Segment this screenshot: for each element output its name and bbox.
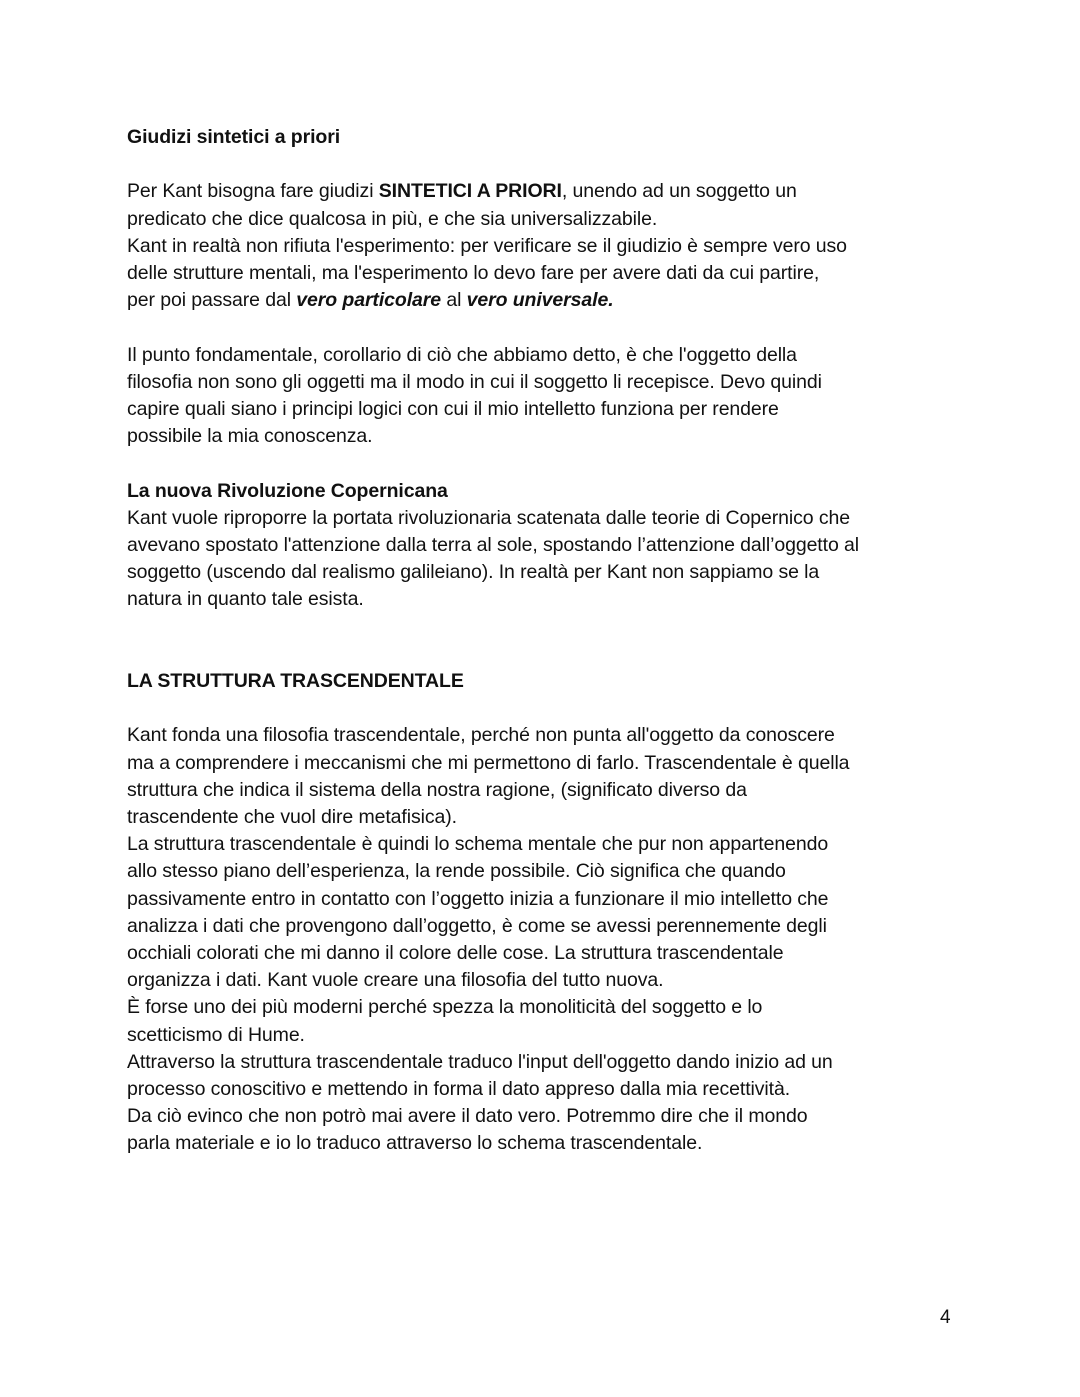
paragraph-punto-fondamentale — [127, 342, 957, 451]
text-line: Kant vuole riproporre la portata rivoluzionaria scatenata dalle teorie di Copernico che — [127, 506, 850, 529]
text-line: predicato che dice qualcosa in più, e che sia universalizzabile. — [127, 207, 658, 230]
text-line: avevano spostato l'attenzione dalla terra al sole, spostando l’attenzione dall’oggetto al — [127, 534, 859, 556]
text-line: struttura che indica il sistema della nostra ragione, (significato diverso da — [127, 778, 747, 801]
text-line: processo conoscitivo e mettendo in forma il dato appreso dalla mia recettività. — [127, 1078, 791, 1101]
bold-italic-term: vero universale. — [466, 289, 614, 312]
text-line: soggetto (uscendo dal realismo galileiano). In realtà per Kant non sappiamo se la — [127, 561, 820, 584]
text-line: occhiali colorati che mi danno il colore delle cose. La struttura trascendentale — [127, 942, 784, 965]
paragraph-struttura — [127, 722, 957, 1157]
paragraph-rivoluzione — [127, 505, 957, 614]
text-line: ma a comprendere i meccanismi che mi permettono di farlo. Trascendentale è quella — [127, 751, 850, 774]
text-line: Da ciò evinco che non potrò mai avere il dato vero. Potremmo dire che il mondo — [127, 1105, 808, 1128]
section-heading-rivoluzione: La nuova Rivoluzione Copernicana — [127, 479, 448, 502]
text-line: organizza i dati. Kant vuole creare una filosofia del tutto nuova. — [127, 969, 664, 992]
page-number: 4 — [940, 1307, 951, 1328]
text-line: allo stesso piano dell’esperienza, la rende possibile. Ciò significa che quando — [127, 860, 786, 883]
text-line: trascendente che vuol dire metafisica). — [127, 806, 457, 828]
text-line: Kant fonda una filosofia trascendentale, perché non punta all'oggetto da conoscere — [127, 724, 835, 747]
section-heading-giudizi: Giudizi sintetici a priori — [127, 126, 341, 148]
bold-term: SINTETICI A PRIORI — [378, 180, 562, 203]
paragraph-sintetici — [127, 178, 957, 314]
text-line: È forse uno dei più moderni perché spezza la monoliticità del soggetto e lo — [127, 996, 763, 1019]
text-line: scetticismo di Hume. — [127, 1023, 305, 1046]
text-line: La struttura trascendentale è quindi lo schema mentale che pur non appartenendo — [127, 833, 829, 856]
text-line: passivamente entro in contatto con l’oggetto inizia a funzionare il mio intelletto che — [127, 887, 829, 910]
text-line: per poi passare dal vero particolare al vero universale. — [127, 289, 614, 312]
text-line: Per Kant bisogna fare giudizi SINTETICI A PRIORI, unendo ad un soggetto un — [127, 180, 797, 203]
text-line: analizza i dati che provengono dall’oggetto, è come se avessi perennemente degli — [127, 914, 827, 937]
text-line: natura in quanto tale esista. — [127, 588, 364, 611]
bold-italic-term: vero particolare — [296, 289, 441, 312]
text-line: possibile la mia conoscenza. — [127, 425, 373, 448]
text-line: Attraverso la struttura trascendentale traduco l'input dell'oggetto dando inizio ad un — [127, 1050, 833, 1073]
text-line: Il punto fondamentale, corollario di ciò che abbiamo detto, è che l'oggetto della — [127, 343, 797, 366]
text-line: parla materiale e io lo traduco attraverso lo schema trascendentale. — [127, 1132, 703, 1155]
text-line: Kant in realtà non rifiuta l'esperimento: per verificare se il giudizio è sempre vero uso — [127, 234, 847, 257]
text-line: delle strutture mentali, ma l'esperimento lo devo fare per avere dati da cui partire, — [127, 262, 820, 284]
section-heading-struttura: LA STRUTTURA TRASCENDENTALE — [127, 670, 464, 692]
text-line: filosofia non sono gli oggetti ma il modo in cui il soggetto li recepisce. Devo quindi — [127, 370, 822, 393]
text-line: capire quali siano i principi logici con cui il mio intelletto funziona per rendere — [127, 398, 779, 420]
document-page — [127, 124, 957, 1158]
